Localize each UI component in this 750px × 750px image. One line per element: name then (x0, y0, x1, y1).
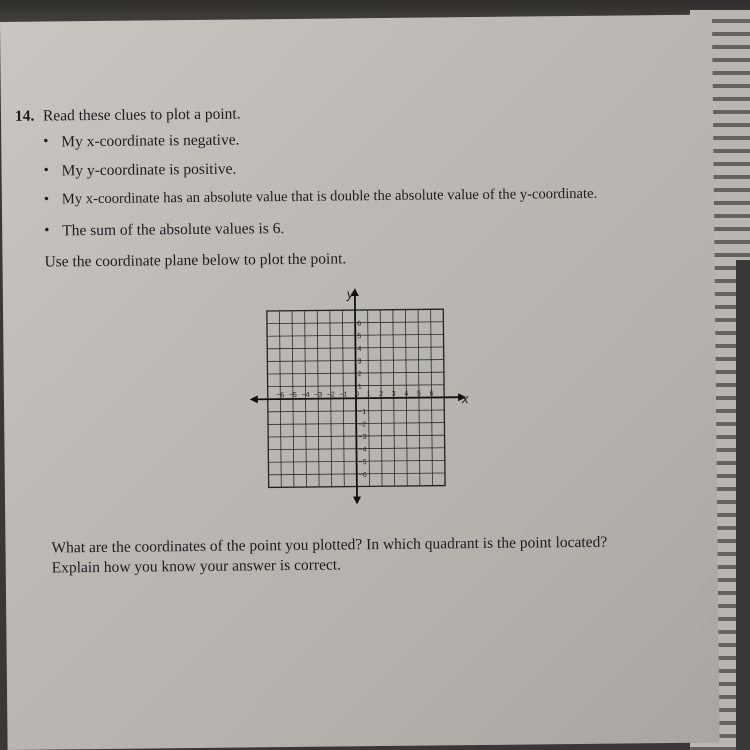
bullet-icon: • (43, 191, 50, 208)
x-tick-label: −1 (339, 391, 348, 399)
y-tick-label: −6 (358, 471, 367, 479)
y-tick-label: −2 (358, 421, 367, 429)
x-tick-label: 3 (391, 390, 396, 398)
x-tick-label: −6 (276, 392, 285, 400)
x-tick-label: 0 (354, 391, 359, 399)
x-tick-label: 5 (416, 390, 421, 398)
worksheet-page (0, 15, 720, 750)
y-tick-label: −4 (358, 446, 367, 454)
y-tick-label: 5 (357, 333, 362, 341)
x-tick-label: −5 (288, 391, 297, 399)
y-tick-label: −5 (358, 459, 367, 467)
bullet-icon: • (44, 222, 50, 239)
background-right (736, 260, 750, 750)
y-tick-label: −3 (358, 433, 367, 442)
clue-2: My y-coordinate is positive. (61, 160, 237, 180)
x-arrow-left-icon (250, 395, 258, 403)
instruction: Use the coordinate plane below to plot the point. (44, 250, 347, 271)
clue-1: My x-coordinate is negative. (61, 131, 240, 151)
coordinate-plane[interactable] (0, 15, 720, 750)
y-tick-label: 4 (357, 345, 362, 353)
x-tick-label: −2 (326, 391, 335, 399)
y-tick-label: 2 (357, 371, 362, 379)
problem-prompt: Read these clues to plot a point. (42, 105, 241, 125)
x-tick-label: 2 (379, 391, 384, 399)
x-axis-label: x (461, 391, 469, 407)
bullet-icon: • (43, 162, 49, 179)
y-axis-label: y (346, 286, 354, 302)
x-tick-label: −4 (301, 391, 310, 399)
x-tick-label: 6 (429, 390, 434, 398)
y-tick-label: 6 (357, 320, 362, 328)
y-tick-label: 1 (357, 383, 362, 391)
bullet-icon: • (43, 133, 49, 150)
clue-3: My x-coordinate has an absolute value that is double the absolute value of the y-coordinate. (61, 185, 598, 208)
x-tick-label: −3 (314, 391, 323, 399)
clue-4: The sum of the absolute values is 6. (62, 220, 285, 240)
y-arrow-down-icon (353, 496, 361, 504)
x-tick-label: 1 (366, 391, 371, 399)
question-1: What are the coordinates of the point you plotted? In which quadrant is the point located? (51, 533, 608, 557)
question-2: Explain how you know your answer is correct. (51, 556, 342, 577)
x-tick-label: 4 (404, 390, 409, 398)
y-tick-label: 3 (357, 358, 362, 366)
problem-number: 14. (14, 107, 35, 125)
y-tick-label: −1 (358, 408, 367, 416)
